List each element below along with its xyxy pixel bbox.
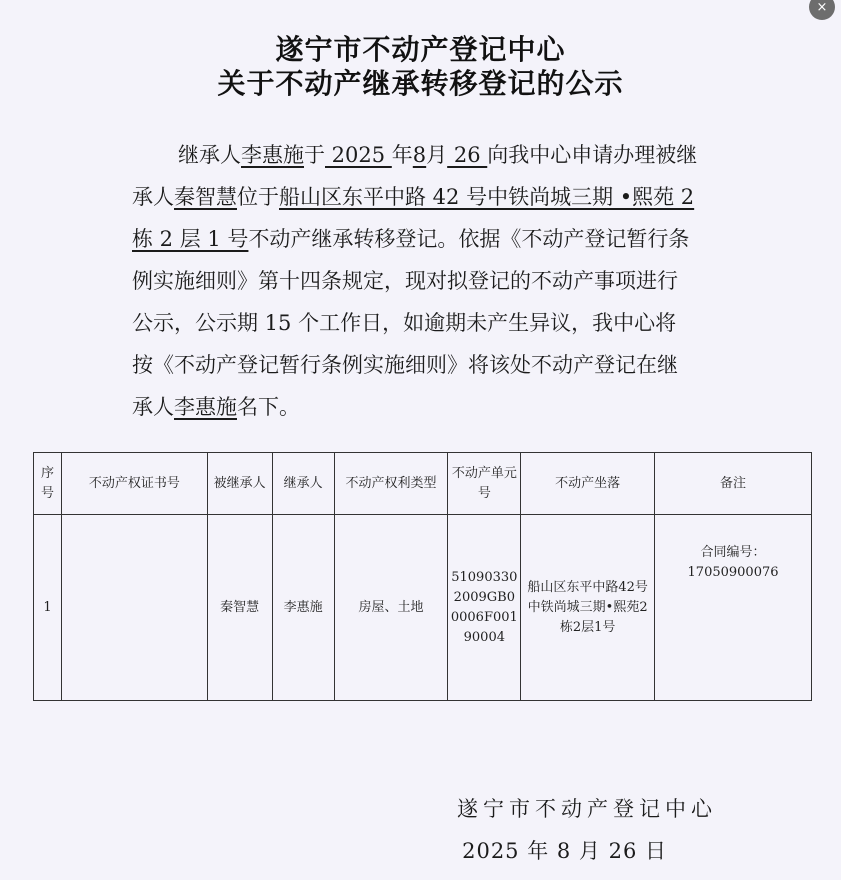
cell-decedent: 秦智慧: [207, 515, 272, 701]
table-row: [34, 515, 812, 701]
text: 年: [391, 143, 413, 167]
apply-month: 8: [412, 143, 427, 167]
body-line-4: 例实施细则》第十四条规定，现对拟登记的不动产事项进行: [132, 269, 678, 293]
text: 名下。: [237, 395, 300, 419]
body-line-1: [132, 134, 722, 176]
text: 位于: [237, 185, 279, 209]
text: 向我中心申请办理被继: [487, 143, 698, 167]
body-line-7: [132, 386, 722, 428]
cell-right-type: 房屋、土地: [334, 515, 448, 701]
header-heir: 继承人: [272, 453, 334, 515]
text: 于: [304, 143, 325, 167]
header-location: 不动产坐落: [521, 453, 655, 515]
table-header-row: [34, 453, 812, 515]
text: 不动产继承转移登记。依据《不动产登记暂行条: [248, 227, 690, 251]
header-cert: 不动产权证书号: [61, 453, 207, 515]
decedent-name: 秦智慧: [174, 185, 237, 209]
body-line-3: [132, 218, 722, 260]
header-seq: 序号: [34, 453, 62, 515]
property-address-cont: 栋 2 层 1 号: [132, 227, 249, 251]
signature-date: 2025 年 8 月 26 日: [462, 839, 667, 863]
notice-body: [132, 134, 722, 428]
body-line-2: [132, 176, 722, 218]
registration-table: [33, 452, 812, 701]
cell-unit-no: 510903302009GB00006F00190004: [448, 515, 521, 701]
cell-heir: 李惠施: [272, 515, 334, 701]
cell-remark: [655, 515, 812, 701]
header-right-type: 不动产权利类型: [334, 453, 448, 515]
page-title: 遂宁市不动产登记中心: [275, 33, 566, 66]
body-line-5: 公示，公示期 15 个工作日，如逾期未产生异议，我中心将: [132, 311, 677, 335]
cell-location: 船山区东平中路42号中铁尚城三期•熙苑2栋2层1号: [521, 515, 655, 701]
cell-seq: 1: [34, 515, 62, 701]
header-unit-no: 不动产单元号: [448, 453, 521, 515]
signature-org: 遂宁市不动产登记中心: [457, 797, 717, 821]
text: 承人: [132, 185, 174, 209]
header-remark: 备注: [655, 453, 812, 515]
apply-year: 2025: [325, 143, 392, 167]
text: 月: [426, 143, 448, 167]
remark-value: 17050900076: [687, 565, 779, 580]
page-subtitle: 关于不动产继承转移登记的公示: [217, 67, 624, 100]
cell-cert: [61, 515, 207, 701]
header-decedent: 被继承人: [207, 453, 272, 515]
close-icon[interactable]: ×: [809, 0, 835, 20]
body-line-6: 按《不动产登记暂行条例实施细则》将该处不动产登记在继: [132, 353, 678, 377]
text: 继承人: [178, 143, 241, 167]
text: 承人: [132, 395, 174, 419]
remark-label: 合同编号：: [700, 545, 766, 560]
heir-name: 李惠施: [174, 395, 237, 419]
property-address: 船山区东平中路 42 号中铁尚城三期 •熙苑 2: [279, 185, 695, 209]
heir-name: 李惠施: [241, 143, 304, 167]
apply-day: 26: [447, 143, 488, 167]
